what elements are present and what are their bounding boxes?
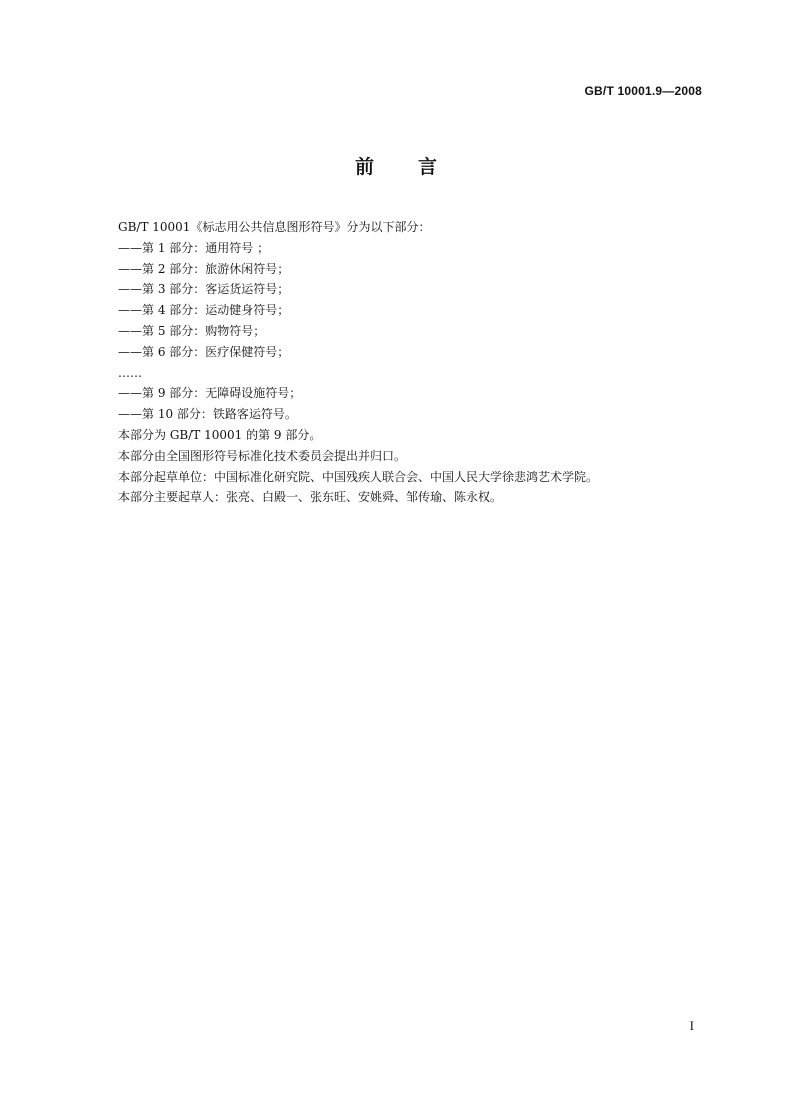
foreword-line-scope: 本部分为 GB/T 10001 的第 9 部分。 — [118, 427, 322, 442]
standard-number: GB/T 10001.9—2008 — [584, 84, 702, 98]
page-title: 前言 — [354, 156, 481, 178]
foreword-line-committee: 本部分由全国图形符号标准化技术委员会提出并归口。 — [118, 448, 407, 463]
list-item-part-10: ——第 10 部分：铁路客运符号。 — [118, 407, 297, 422]
foreword-line-drafting-units: 本部分起草单位：中国标准化研究院、中国残疾人联合会、中国人民大学徐悲鸿艺术学院。 — [118, 469, 599, 484]
list-item-part-6: ——第 6 部分：医疗保健符号； — [118, 344, 290, 359]
foreword-line-drafters: 本部分主要起草人：张亮、白殿一、张东旺、安姚舜、邹传瑜、陈永权。 — [118, 490, 503, 505]
list-item-part-3: ——第 3 部分：客运货运符号； — [118, 282, 290, 297]
list-ellipsis: …… — [118, 365, 142, 380]
foreword-line-intro: GB/T 10001《标志用公共信息图形符号》分为以下部分： — [118, 220, 431, 234]
list-item-part-1: ——第 1 部分：通用符号 ； — [118, 240, 270, 255]
list-item-part-2: ——第 2 部分：旅游休闲符号； — [118, 261, 290, 276]
list-item-part-5: ——第 5 部分：购物符号； — [118, 323, 266, 338]
list-item-part-9: ——第 9 部分：无障碍设施符号； — [118, 386, 302, 401]
page-number: I — [689, 1018, 694, 1033]
list-item-part-4: ——第 4 部分：运动健身符号； — [118, 303, 290, 318]
foreword-body — [118, 217, 698, 508]
